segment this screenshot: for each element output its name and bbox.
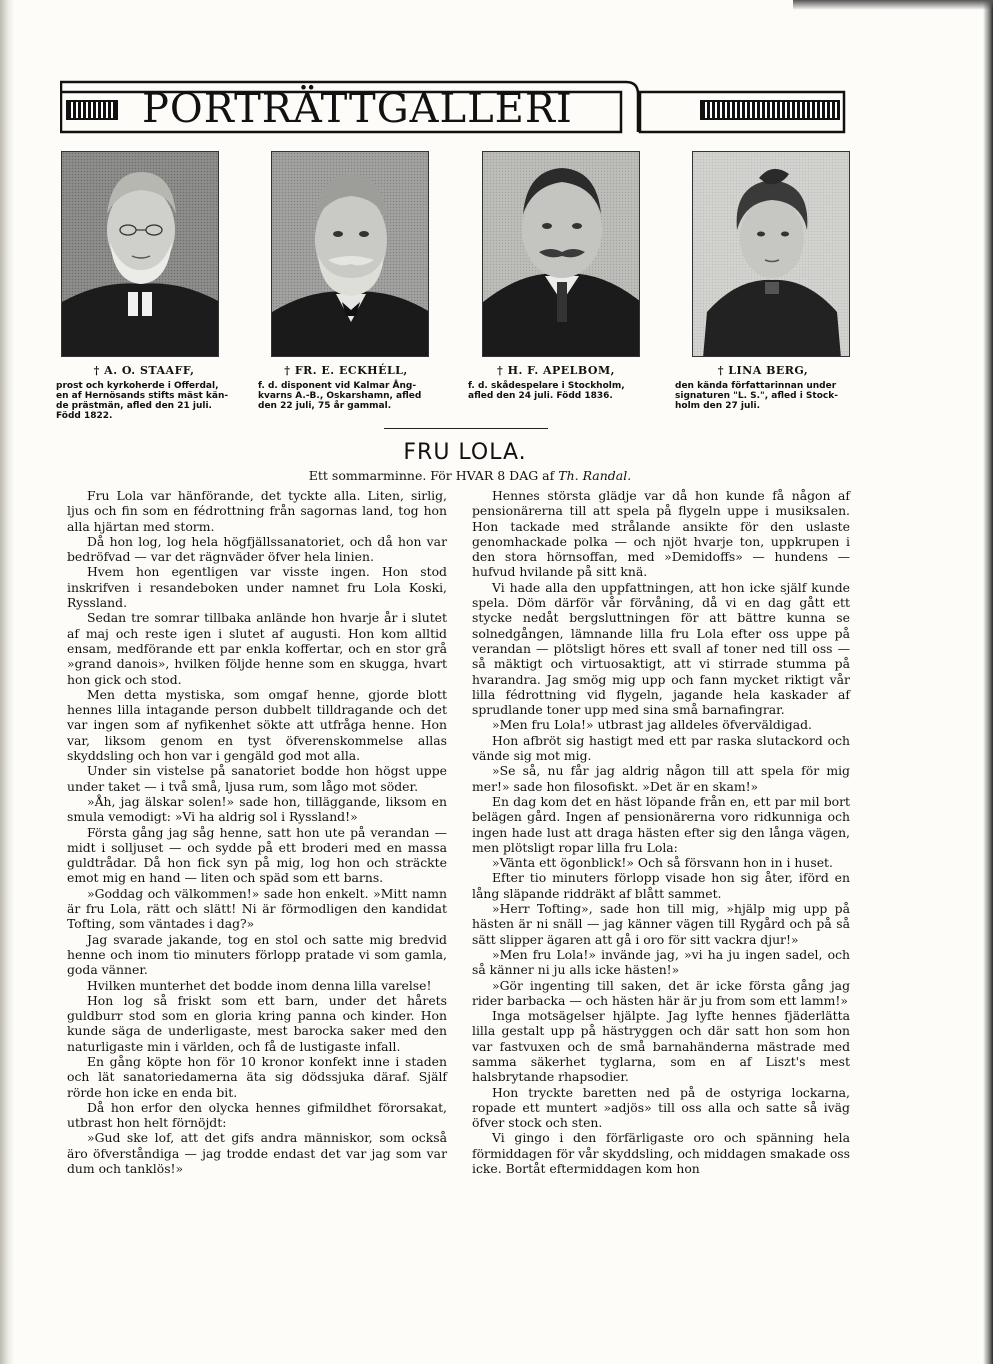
paragraph: »Gud ske lof, att det gifs andra människor, som också äro öfverståndiga — jag trodde endast det var jag som var dum och tanklös!» bbox=[67, 1130, 447, 1177]
paragraph: »Vänta ett ögonblick!» Och så försvann hon in i huset. bbox=[492, 855, 833, 871]
paragraph: »Men fru Lola!» invände jag, »vi ha ju ingen sadel, och så känner ni ju alls icke hästen!» bbox=[472, 946, 850, 978]
paragraph: Inga motsägelser hjälpte. Jag lyfte hennes fjäderlätta lilla gestalt upp på hästryggen och där satt hon som hon var fastvuxen och de små barnahänderna mästrade med samma säkerhet tyglarna, som en af Liszt's mest halsbrytande rhapsodier. bbox=[472, 1008, 850, 1085]
paragraph: Under sin vistelse på sanatoriet bodde hon högst uppe under taket — i två små, ljusa rum, som lågo mot söder. bbox=[67, 763, 447, 794]
desc-line: de prästmän, afled den 21 juli. bbox=[56, 401, 212, 411]
story-subtitle-lead: Ett sommarminne. För HVAR 8 DAG af bbox=[308, 468, 555, 483]
paragraph: Vi hade alla den uppfattningen, att hon icke själf kunde spela. Döm därför vår förvåning, då vi en dag gått ett stycke nedåt bergsluttningen för att bättre kunna se solnedgången, lämnande lilla fru Lola efter oss uppe på verandan — plötsligt höres ett svall af toner ned till oss — så mäktigt och virtuosaktigt, att vi stirrade stumma på hvarandra. Jag smög mig upp och fann mycket riktigt vår lilla fédrottning vid flygeln, jagande hela kaskader af sprudlande toner upp med sina små barnafingrar. bbox=[472, 579, 850, 718]
paragraph: Sedan tre somrar tillbaka anlände hon hvarje år i slutet af maj och reste igen i slutet af augusti. Hon kom alltid ensam, medförande ett par enkla koffertar, och en stor grå »grand danois», hvilken följde henne som en skugga, hvart hon gick och stod. bbox=[67, 610, 447, 687]
paragraph: Hennes största glädje var då hon kunde få någon af pensionärerna till att spela på flygeln uppe i musiksalen. Hon tackade med strålande ansikte för den uslaste genomhackade polka — och njöt hvarje ton, uppkrupen i den stora hörnsoffan, med »Demidoffs» — hundens — hufvud hvilande på sitt knä. bbox=[472, 488, 850, 580]
ornament-right-icon bbox=[700, 100, 840, 120]
paragraph: Hon log så friskt som ett barn, under det hårets guldburr stod som en gloria kring panna och kinder. Hon kunde säga de underligaste, mest barocka saker med den naturligaste min i världen, och få de lustigaste infall. bbox=[67, 992, 447, 1054]
portrait-name: † H. F. APELBOM, bbox=[496, 364, 615, 377]
portrait-caption-staaff bbox=[56, 364, 232, 421]
portrait-name: † FR. E. ECKHÉLL, bbox=[284, 364, 408, 377]
paragraph: Efter tio minuters förlopp visade hon sig åter, iförd en lång släpande riddräkt af blått sammet. bbox=[472, 870, 850, 901]
paragraph: »Men fru Lola!» utbrast jag alldeles öfverväldigad. bbox=[492, 717, 812, 733]
story-column-right bbox=[472, 488, 850, 1176]
paragraph: Fru Lola var hänförande, det tyckte alla. Liten, sirlig, ljus och fin som en fédrottning från sagornas land, tog hon alla hjärtan med storm. bbox=[67, 488, 447, 534]
paragraph: Då hon erfor den olycka hennes gifmildhet förorsakat, utbrast hon helt förnöjdt: bbox=[67, 1099, 447, 1131]
desc-line: holm den 27 juli. bbox=[675, 401, 761, 411]
portrait-caption-apelbom bbox=[468, 364, 644, 401]
story-subtitle bbox=[260, 468, 680, 483]
paragraph: Hvem hon egentligen var visste ingen. Hon stod inskrifven i resandeboken under namnet fru Lola Koski, Ryssland. bbox=[67, 564, 447, 611]
section-divider bbox=[384, 428, 548, 429]
portrait-name: † LINA BERG, bbox=[717, 364, 809, 377]
portrait-description bbox=[468, 381, 644, 401]
desc-line: den 22 juli, 75 år gammal. bbox=[258, 401, 392, 411]
section-header bbox=[60, 78, 846, 134]
desc-line: f. d. skådespelare i Stockholm, bbox=[468, 381, 625, 391]
desc-line: signaturen "L. S.", afled i Stock- bbox=[675, 391, 838, 401]
story-column-left bbox=[67, 488, 447, 1176]
desc-line: den kända författarinnan under bbox=[675, 381, 837, 391]
desc-line: Född 1822. bbox=[56, 411, 113, 421]
page-edge-shadow-left bbox=[0, 0, 14, 1364]
paragraph: Vi gingo i den förfärligaste oro och spänning hela förmiddagen för vår skyddsling, och middagen smakade oss icke. Bortåt eftermiddagen kom hon bbox=[472, 1130, 850, 1177]
desc-line: prost och kyrkoherde i Offerdal, bbox=[56, 381, 219, 391]
paragraph: Men detta mystiska, som omgaf henne, gjorde blott hennes lilla intagande person dubbelt tilldragande och det var ingen som af nyfikenhet sökte att utfråga henne. Hon var, liksom genom en tyst öfverenskommelse allas skyddsling och hon var i gengäld god mot alla. bbox=[67, 686, 447, 764]
portrait-photo-eckhell bbox=[271, 151, 429, 357]
portrait-photo-apelbom bbox=[482, 151, 640, 357]
desc-line: kvarns A.-B., Oskarshamn, afled bbox=[258, 391, 422, 401]
page-title: PORTRÄTTGALLERI bbox=[142, 86, 573, 132]
paragraph: Hon afbröt sig hastigt med ett par raska slutackord och vände sig mot mig. bbox=[472, 732, 850, 764]
paragraph: Första gång jag såg henne, satt hon ute på verandan — midt i solljuset — och sydde på ett broderi med en massa guldtrådar. Då hon fick syn på mig, log hon och sträckte emot mig en hand — liten och späd som ett barns. bbox=[67, 824, 447, 886]
paragraph: »Herr Tofting», sade hon till mig, »hjälp mig upp på hästen är ni snäll — jag känner vägen till Rygård och på så sätt slipper ägaren att gå i oro för sitt vackra djur!» bbox=[472, 901, 850, 947]
story-author: Th. Randal. bbox=[558, 468, 632, 483]
paragraph: Då hon log, log hela högfjällssanatoriet, och då hon var bedröfvad — var det rägnväder öfver hela linien. bbox=[67, 533, 447, 565]
ornament-left-icon bbox=[66, 100, 118, 120]
paragraph: »Goddag och välkommen!» sade hon enkelt. »Mitt namn är fru Lola, rätt och slätt! Ni är förmodligen den kandidat Tofting, som väntades i dag?» bbox=[67, 885, 447, 932]
paragraph: »Gör ingenting till saken, det är icke första gång jag rider barbacka — och hästen här är ju from som ett lamm!» bbox=[472, 977, 850, 1008]
page-edge-shadow-top bbox=[793, 0, 993, 10]
page-edge-shadow-right bbox=[983, 0, 993, 1364]
paragraph: Hvilken munterhet det bodde inom denna lilla varelse! bbox=[87, 977, 432, 993]
portrait-photo-staaff bbox=[61, 151, 219, 357]
paragraph: En dag kom det en häst löpande från en, ett par mil bort belägen gård. Ingen af pensionärerna voro ridkunniga och ingen hade lust att draga hästen efter sig den långa vägen, men plötsligt ropar lilla fru Lola: bbox=[472, 793, 850, 855]
desc-line: f. d. disponent vid Kalmar Ång- bbox=[258, 381, 417, 391]
paragraph: En gång köpte hon för 10 kronor konfekt inne i staden och lät sanatoriedamerna äta sig dödssjuka däraf. Själf rörde hon icke en enda bit. bbox=[67, 1053, 447, 1100]
paragraph: Hon tryckte baretten ned på de ostyriga lockarna, ropade ett muntert »adjös» till oss alla och satte så iväg öfver stock och sten. bbox=[472, 1084, 850, 1131]
paragraph: »Åh, jag älskar solen!» sade hon, tilläggande, liksom en smula vemodigt: »Vi ha aldrig sol i Ryssland!» bbox=[67, 793, 447, 825]
paragraph: »Se så, nu får jag aldrig någon till att spela för mig mer!» sade hon filosofiskt. »Det är en skam!» bbox=[472, 763, 850, 794]
portrait-caption-berg bbox=[675, 364, 851, 411]
desc-line: afled den 24 juli. Född 1836. bbox=[468, 391, 613, 401]
portrait-photo-berg bbox=[692, 151, 850, 357]
portrait-name: † A. O. STAAFF, bbox=[93, 364, 195, 377]
story-title: FRU LOLA. bbox=[403, 440, 527, 465]
portrait-description bbox=[56, 381, 232, 421]
paragraph: Jag svarade jakande, tog en stol och satte mig bredvid henne och inom tio minuters förlopp pratade vi som gamla, goda vänner. bbox=[67, 931, 447, 978]
portrait-description bbox=[675, 381, 851, 411]
portrait-description bbox=[258, 381, 434, 411]
desc-line: en af Hernösands stifts mäst kän- bbox=[56, 391, 229, 401]
portrait-caption-eckhell bbox=[258, 364, 434, 411]
